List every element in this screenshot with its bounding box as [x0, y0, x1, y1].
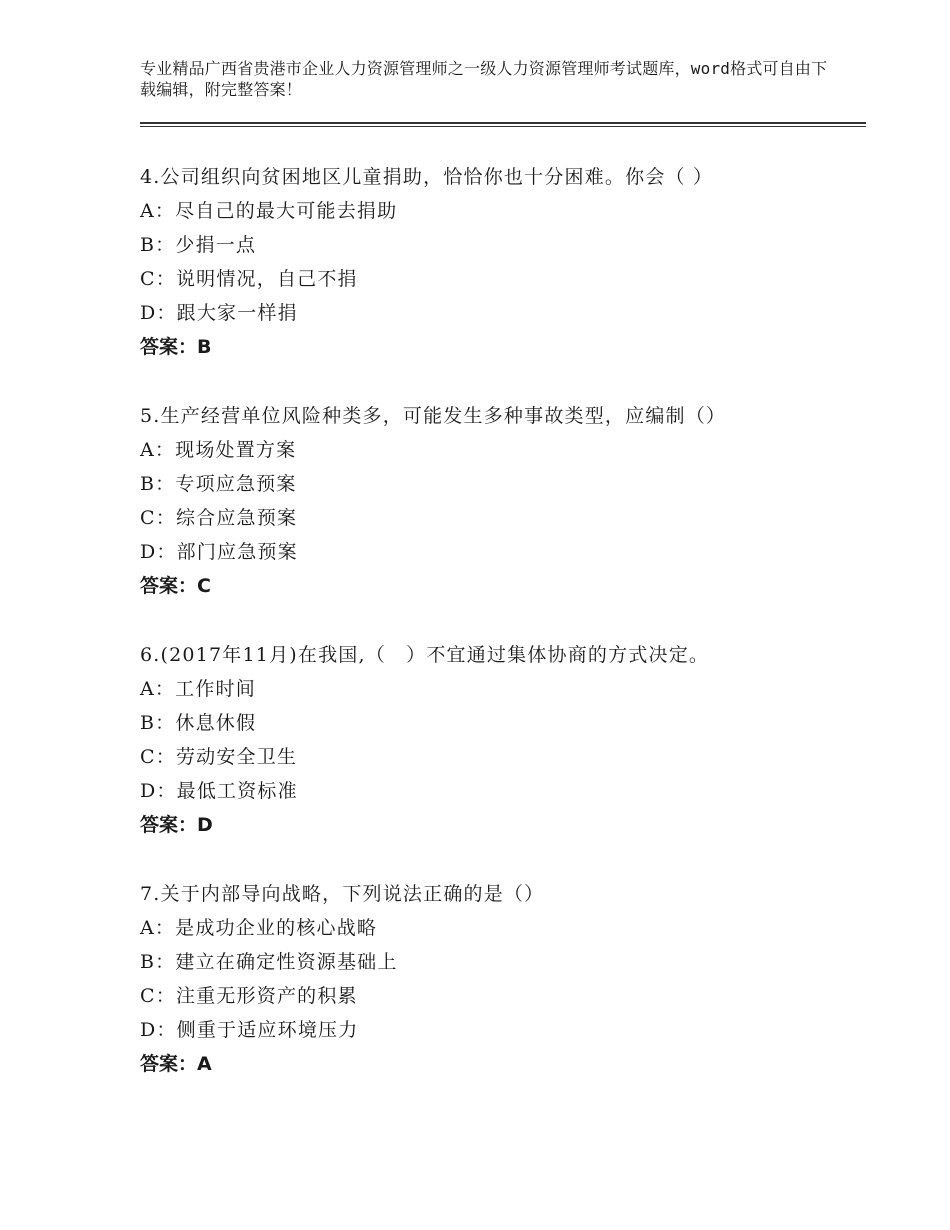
option-d: D：最低工资标准: [140, 780, 298, 802]
question-7: [140, 877, 860, 1081]
option-d: D：部门应急预案: [140, 541, 298, 563]
answer-label: 答案：C: [140, 575, 211, 597]
question-text: 6.(2017年11月)在我国,（ ）不宜通过集体协商的方式决定。: [140, 644, 710, 666]
option-b: B：少捐一点: [140, 234, 257, 256]
question-text: 7.关于内部导向战略，下列说法正确的是（）: [140, 883, 545, 905]
option-a: A：工作时间: [140, 678, 256, 700]
option-c: C：说明情况，自己不捐: [140, 268, 358, 290]
option-d: D：侧重于适应环境压力: [140, 1019, 359, 1041]
option-b: B：建立在确定性资源基础上: [140, 951, 398, 973]
answer-label: 答案：A: [140, 1053, 212, 1075]
answer-label: 答案：B: [140, 336, 212, 358]
question-text: 5.生产经营单位风险种类多，可能发生多种事故类型，应编制（）: [140, 405, 727, 427]
header-divider-thick: [140, 122, 866, 124]
question-5: [140, 399, 860, 603]
option-c: C：劳动安全卫生: [140, 746, 298, 768]
option-a: A：现场处置方案: [140, 439, 297, 461]
question-4: [140, 160, 860, 364]
option-c: C：综合应急预案: [140, 507, 298, 529]
option-c: C：注重无形资产的积累: [140, 985, 358, 1007]
question-6: [140, 638, 860, 842]
answer-label: 答案：D: [140, 814, 213, 836]
document-header: 专业精品广西省贵港市企业人力资源管理师之一级人力资源管理师考试题库，word格式可自由下载编辑，附完整答案！: [140, 59, 828, 99]
option-a: A：是成功企业的核心战略: [140, 917, 378, 939]
question-text: 4.公司组织向贫困地区儿童捐助，恰恰你也十分困难。你会（ ）: [140, 166, 714, 188]
option-b: B：专项应急预案: [140, 473, 297, 495]
option-d: D：跟大家一样捐: [140, 302, 298, 324]
header-divider-thin: [140, 126, 866, 127]
option-a: A：尽自己的最大可能去捐助: [140, 200, 398, 222]
option-b: B：休息休假: [140, 712, 257, 734]
